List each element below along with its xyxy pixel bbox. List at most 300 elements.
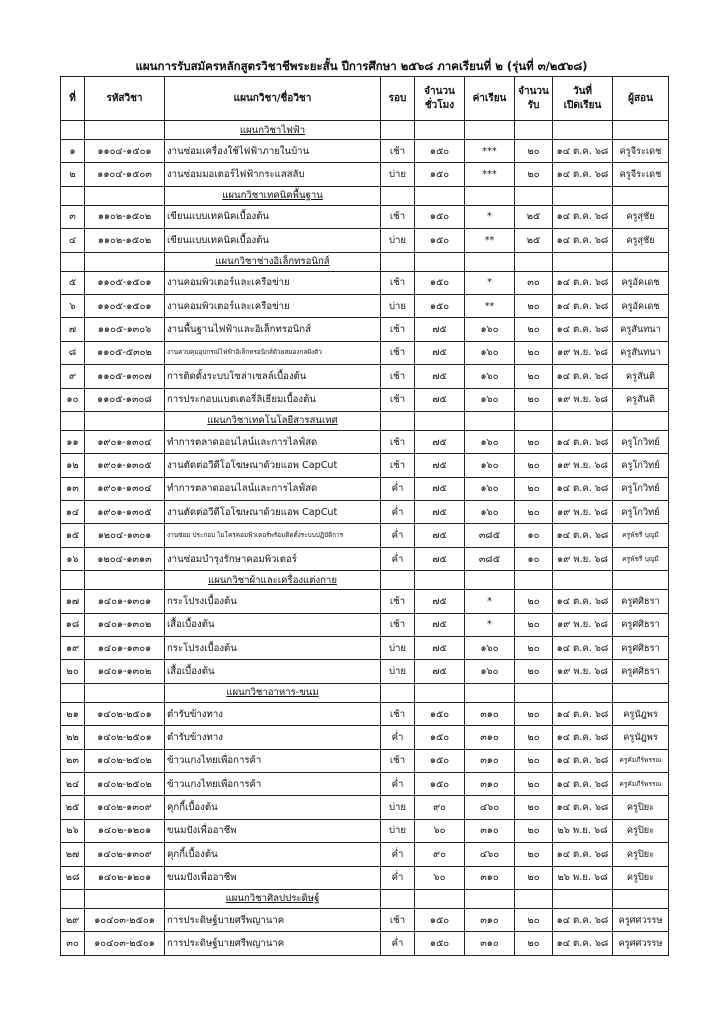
cell-round: ค่ำ: [381, 547, 415, 570]
cell-round: ค่ำ: [381, 477, 415, 500]
cell-no: ๒๒: [61, 726, 85, 749]
cell-code: ๑๔๐๒-๒๕๐๒: [85, 772, 165, 795]
cell-course-name: ทำการตลาดออนไลน์และการไลฟ์สด: [165, 430, 381, 453]
cell-code: ๑๑๐๕-๑๓๐๘: [85, 388, 165, 411]
cell-fee: ๓๑๐: [465, 866, 515, 889]
section-empty-cell: [85, 571, 165, 590]
cell-date: ๑๙ พ.ย. ๖๘: [553, 454, 613, 477]
header-no: ที่: [61, 77, 85, 121]
cell-round: ค่ำ: [381, 726, 415, 749]
section-empty-cell: [415, 889, 465, 908]
table-row: [61, 726, 669, 749]
cell-capacity: ๒๐: [515, 140, 553, 163]
cell-no: ๑๙: [61, 637, 85, 660]
cell-hours: ๗๕: [415, 430, 465, 453]
cell-fee: ๓๑๐: [465, 749, 515, 772]
header-date-line2: เปิดเรียน: [563, 99, 602, 111]
cell-date: ๑๙ พ.ย. ๖๘: [553, 547, 613, 570]
cell-date: ๑๔ ต.ค. ๖๘: [553, 524, 613, 547]
table-row: [61, 365, 669, 388]
cell-round: เช้า: [381, 454, 415, 477]
section-empty-cell: [85, 186, 165, 205]
table-row: [61, 318, 669, 341]
section-empty-cell: [381, 571, 415, 590]
section-empty-cell: [61, 411, 85, 430]
cell-fee: ๑๖๐: [465, 637, 515, 660]
section-empty-cell: [515, 121, 553, 140]
cell-round: บ่าย: [381, 163, 415, 186]
cell-teacher: ครูสันทนา: [613, 318, 669, 341]
cell-teacher: ครูสุชัย: [613, 205, 669, 228]
cell-teacher: ครูศศิธรา: [613, 613, 669, 636]
cell-capacity: ๒๐: [515, 430, 553, 453]
cell-fee: ๑๖๐: [465, 388, 515, 411]
section-header-row: [61, 411, 669, 430]
header-hours-line2: ชั่วโมง: [424, 99, 455, 111]
table-row: [61, 819, 669, 842]
cell-hours: ๑๕๐: [415, 908, 465, 931]
cell-teacher: ครูปิยะ: [613, 866, 669, 889]
cell-date: ๑๔ ต.ค. ๖๘: [553, 932, 613, 955]
section-empty-cell: [85, 121, 165, 140]
cell-fee: ๑๖๐: [465, 660, 515, 683]
cell-course-name: การติดตั้งระบบโซล่าเซลล์เบื้องต้น: [165, 365, 381, 388]
cell-date: ๑๔ ต.ค. ๖๘: [553, 637, 613, 660]
section-empty-cell: [381, 121, 415, 140]
table-row: [61, 341, 669, 364]
table-row: [61, 163, 669, 186]
table-row: [61, 524, 669, 547]
cell-capacity: ๒๐: [515, 702, 553, 725]
section-empty-cell: [415, 571, 465, 590]
cell-hours: ๑๕๐: [415, 271, 465, 294]
cell-code: ๑๑๐๕-๑๓๐๖: [85, 318, 165, 341]
table-row: [61, 271, 669, 294]
cell-fee: ๑๖๐: [465, 430, 515, 453]
cell-teacher: ครูโกวิทย์: [613, 477, 669, 500]
cell-hours: ๗๕: [415, 388, 465, 411]
cell-course-name: ขนมปังเพื่ออาชีพ: [165, 866, 381, 889]
cell-code: ๑๒๐๔-๑๓๐๑: [85, 524, 165, 547]
cell-code: ๑๑๐๕-๑๓๐๗: [85, 365, 165, 388]
section-empty-cell: [465, 889, 515, 908]
cell-fee: ๑๖๐: [465, 365, 515, 388]
cell-course-name: งานพื้นฐานไฟฟ้าและอิเล็กทรอนิกส์: [165, 318, 381, 341]
cell-code: ๑๔๐๒-๑๒๐๑: [85, 819, 165, 842]
cell-round: ค่ำ: [381, 772, 415, 795]
section-empty-cell: [515, 411, 553, 430]
cell-fee: ๑๖๐: [465, 341, 515, 364]
cell-teacher: ครูปิยะ: [613, 819, 669, 842]
cell-hours: ๗๕: [415, 477, 465, 500]
cell-date: ๑๔ ต.ค. ๖๘: [553, 726, 613, 749]
cell-no: ๑๕: [61, 524, 85, 547]
cell-fee: ๑๖๐: [465, 477, 515, 500]
cell-hours: ๗๕: [415, 318, 465, 341]
header-date-line1: วันที่: [572, 85, 593, 97]
cell-round: เช้า: [381, 749, 415, 772]
cell-teacher: ครูนัฎพร: [613, 726, 669, 749]
table-row: [61, 229, 669, 252]
section-name: แผนกวิชาช่างอิเล็กทรอนิกส์: [165, 252, 381, 271]
cell-code: ๑๑๐๒-๑๕๐๒: [85, 205, 165, 228]
cell-round: เช้า: [381, 702, 415, 725]
cell-code: ๑๔๐๑-๑๓๐๑: [85, 637, 165, 660]
cell-capacity: ๒๐: [515, 613, 553, 636]
section-empty-cell: [85, 889, 165, 908]
cell-course-name: การประดิษฐ์บายศรีพญานาค: [165, 908, 381, 931]
cell-course-name: ข้าวแกงไทยเพื่อการค้า: [165, 749, 381, 772]
cell-course-name: เสื้อเบื้องต้น: [165, 613, 381, 636]
cell-course-name: เสื้อเบื้องต้น: [165, 660, 381, 683]
cell-hours: ๗๕: [415, 454, 465, 477]
cell-round: เช้า: [381, 318, 415, 341]
cell-code: ๑๑๐๕-๕๓๐๒: [85, 341, 165, 364]
table-row: [61, 454, 669, 477]
cell-round: เช้า: [381, 613, 415, 636]
section-name: แผนกวิชาผ้าและเครื่องแต่งกาย: [165, 571, 381, 590]
cell-capacity: ๒๐: [515, 294, 553, 317]
cell-no: ๒๔: [61, 772, 85, 795]
cell-date: ๑๔ ต.ค. ๖๘: [553, 140, 613, 163]
cell-date: ๑๔ ต.ค. ๖๘: [553, 205, 613, 228]
section-header-row: [61, 683, 669, 702]
cell-teacher: ครูสันทนา: [613, 341, 669, 364]
cell-code: ๑๑๐๕-๑๕๐๑: [85, 294, 165, 317]
cell-fee: ๑๖๐: [465, 454, 515, 477]
header-name: แผนกวิชา/ชื่อวิชา: [165, 77, 381, 121]
section-header-row: [61, 889, 669, 908]
cell-capacity: ๒๐: [515, 726, 553, 749]
table-row: [61, 388, 669, 411]
cell-course-name: เขียนแบบเทคนิคเบื้องต้น: [165, 229, 381, 252]
cell-round: ค่ำ: [381, 843, 415, 866]
cell-hours: ๗๕: [415, 637, 465, 660]
cell-code: ๑๙๐๑-๑๓๐๕: [85, 501, 165, 524]
cell-date: ๑๔ ต.ค. ๖๘: [553, 271, 613, 294]
section-empty-cell: [515, 683, 553, 702]
section-empty-cell: [61, 186, 85, 205]
cell-no: ๓: [61, 205, 85, 228]
cell-code: ๑๐๔๐๓-๒๕๐๑: [85, 908, 165, 931]
cell-round: บ่าย: [381, 637, 415, 660]
cell-capacity: ๒๐: [515, 318, 553, 341]
cell-course-name: กระโปรงเบื้องต้น: [165, 590, 381, 613]
cell-teacher: ครูพัชรี บุญมี: [613, 524, 669, 547]
section-empty-cell: [85, 252, 165, 271]
cell-code: ๑๑๐๔-๑๕๐๓: [85, 163, 165, 186]
cell-no: ๒๓: [61, 749, 85, 772]
cell-code: ๑๙๐๑-๑๓๐๔: [85, 477, 165, 500]
cell-course-name: การประดิษฐ์บายศรีพญานาค: [165, 932, 381, 955]
cell-code: ๑๔๐๒-๑๓๐๙: [85, 843, 165, 866]
cell-fee: ๓๑๐: [465, 819, 515, 842]
table-row: [61, 140, 669, 163]
cell-hours: ๑๕๐: [415, 205, 465, 228]
cell-course-name: งานซ่อม ประกอบ ไมโครคอมพิวเตอร์พร้อมติดตั้งระบบปฏิบัติการ: [165, 524, 381, 547]
table-row: [61, 637, 669, 660]
cell-course-name: ตำรับข้างทาง: [165, 702, 381, 725]
cell-no: ๒๙: [61, 908, 85, 931]
cell-date: ๑๔ ต.ค. ๖๘: [553, 908, 613, 931]
table-row: [61, 205, 669, 228]
section-empty-cell: [61, 571, 85, 590]
cell-code: ๑๔๐๒-๑๒๐๑: [85, 866, 165, 889]
cell-code: ๑๒๐๔-๑๓๑๓: [85, 547, 165, 570]
cell-date: ๑๔ ต.ค. ๖๘: [553, 318, 613, 341]
cell-date: ๑๔ ต.ค. ๖๘: [553, 163, 613, 186]
cell-hours: ๙๐: [415, 843, 465, 866]
table-body: [61, 121, 669, 956]
table-row: [61, 613, 669, 636]
cell-round: เช้า: [381, 365, 415, 388]
cell-round: ค่ำ: [381, 866, 415, 889]
section-empty-cell: [553, 186, 613, 205]
cell-capacity: ๒๐: [515, 365, 553, 388]
cell-round: บ่าย: [381, 796, 415, 819]
section-empty-cell: [515, 571, 553, 590]
table-row: [61, 477, 669, 500]
cell-code: ๑๑๐๒-๑๕๐๒: [85, 229, 165, 252]
cell-no: ๑๖: [61, 547, 85, 570]
cell-hours: ๑๕๐: [415, 163, 465, 186]
cell-teacher: ครูโกวิทย์: [613, 454, 669, 477]
cell-teacher: ครูโกวิทย์: [613, 501, 669, 524]
cell-no: ๑๑: [61, 430, 85, 453]
header-capacity-line1: จำนวน: [518, 85, 549, 97]
section-name: แผนกวิชาเทคโนโลยีสารสนเทศ: [165, 411, 381, 430]
cell-round: บ่าย: [381, 819, 415, 842]
cell-hours: ๑๕๐: [415, 140, 465, 163]
cell-date: ๑๔ ต.ค. ๖๘: [553, 365, 613, 388]
cell-fee: *: [465, 205, 515, 228]
cell-no: ๑๒: [61, 454, 85, 477]
section-empty-cell: [613, 889, 669, 908]
section-empty-cell: [85, 411, 165, 430]
section-name: แผนกวิชาศิลปประดิษฐ์: [165, 889, 381, 908]
cell-hours: ๑๕๐: [415, 229, 465, 252]
cell-course-name: งานคอมพิวเตอร์และเครือข่าย: [165, 271, 381, 294]
header-round: รอบ: [381, 77, 415, 121]
header-fee: ค่าเรียน: [465, 77, 515, 121]
cell-teacher: ครูศศวรรษ: [613, 908, 669, 931]
section-empty-cell: [465, 411, 515, 430]
section-empty-cell: [553, 571, 613, 590]
cell-round: บ่าย: [381, 229, 415, 252]
section-empty-cell: [61, 683, 85, 702]
cell-round: บ่าย: [381, 660, 415, 683]
table-row: [61, 749, 669, 772]
cell-capacity: ๒๐: [515, 501, 553, 524]
cell-capacity: ๓๐: [515, 271, 553, 294]
header-date: [553, 77, 613, 121]
section-empty-cell: [613, 186, 669, 205]
cell-fee: *: [465, 590, 515, 613]
cell-course-name: ตำรับข้างทาง: [165, 726, 381, 749]
cell-fee: ๑๖๐: [465, 501, 515, 524]
cell-no: ๓๐: [61, 932, 85, 955]
cell-round: เช้า: [381, 271, 415, 294]
cell-round: เช้า: [381, 140, 415, 163]
cell-hours: ๙๐: [415, 796, 465, 819]
cell-no: ๑๐: [61, 388, 85, 411]
section-empty-cell: [613, 411, 669, 430]
header-teacher: ผู้สอน: [613, 77, 669, 121]
header-capacity-line2: รับ: [527, 99, 540, 111]
section-empty-cell: [553, 121, 613, 140]
cell-no: ๔: [61, 229, 85, 252]
section-empty-cell: [465, 186, 515, 205]
section-empty-cell: [515, 252, 553, 271]
cell-no: ๘: [61, 341, 85, 364]
cell-code: ๑๔๐๒-๒๕๐๑: [85, 702, 165, 725]
section-header-row: [61, 121, 669, 140]
cell-teacher: ครูคัมภีร์พรรณ: [613, 749, 669, 772]
cell-capacity: ๑๐: [515, 524, 553, 547]
cell-no: ๖: [61, 294, 85, 317]
cell-fee: ๓๘๕: [465, 524, 515, 547]
cell-capacity: ๒๐: [515, 866, 553, 889]
cell-teacher: ครูนัฎพร: [613, 702, 669, 725]
cell-fee: ๔๖๐: [465, 843, 515, 866]
table-row: [61, 590, 669, 613]
section-empty-cell: [613, 571, 669, 590]
cell-capacity: ๒๐: [515, 819, 553, 842]
section-empty-cell: [415, 186, 465, 205]
cell-no: ๑๔: [61, 501, 85, 524]
cell-capacity: ๒๐: [515, 341, 553, 364]
table-row: [61, 843, 669, 866]
cell-teacher: ครูปิยะ: [613, 843, 669, 866]
cell-fee: ๑๖๐: [465, 318, 515, 341]
section-empty-cell: [381, 889, 415, 908]
section-empty-cell: [381, 186, 415, 205]
cell-code: ๑๔๐๑-๑๓๐๒: [85, 613, 165, 636]
cell-capacity: ๒๐: [515, 590, 553, 613]
cell-date: ๑๙ พ.ย. ๖๘: [553, 341, 613, 364]
table-row: [61, 294, 669, 317]
section-empty-cell: [613, 252, 669, 271]
cell-teacher: ครูโกวิทย์: [613, 430, 669, 453]
section-empty-cell: [553, 411, 613, 430]
cell-fee: ๓๑๐: [465, 772, 515, 795]
cell-round: เช้า: [381, 388, 415, 411]
section-empty-cell: [381, 252, 415, 271]
cell-no: ๑: [61, 140, 85, 163]
cell-no: ๒๘: [61, 866, 85, 889]
cell-course-name: ทำการตลาดออนไลน์และการไลฟ์สด: [165, 477, 381, 500]
cell-fee: *: [465, 271, 515, 294]
cell-teacher: ครูจีระเดช: [613, 163, 669, 186]
cell-no: ๒๐: [61, 660, 85, 683]
cell-round: เช้า: [381, 341, 415, 364]
cell-course-name: คุกกี้เบื้องต้น: [165, 796, 381, 819]
section-empty-cell: [553, 683, 613, 702]
table-row: [61, 772, 669, 795]
cell-fee: ๓๘๕: [465, 547, 515, 570]
section-name: แผนกวิชาอาหาร-ขนม: [165, 683, 381, 702]
cell-teacher: ครูศศิธรา: [613, 637, 669, 660]
table-row: [61, 660, 669, 683]
cell-course-name: งานซ่อมบำรุงรักษาคอมพิวเตอร์: [165, 547, 381, 570]
cell-hours: ๗๕: [415, 341, 465, 364]
cell-capacity: ๒๐: [515, 388, 553, 411]
cell-hours: ๗๕: [415, 524, 465, 547]
cell-hours: ๑๕๐: [415, 749, 465, 772]
cell-teacher: ครูจีระเดช: [613, 140, 669, 163]
cell-fee: **: [465, 229, 515, 252]
cell-course-name: งานซ่อมมอเตอร์ไฟฟ้ากระแสสลับ: [165, 163, 381, 186]
cell-no: ๕: [61, 271, 85, 294]
cell-teacher: ครูพัชรี บุญมี: [613, 547, 669, 570]
cell-no: ๒๖: [61, 819, 85, 842]
cell-teacher: ครูปิยะ: [613, 796, 669, 819]
header-hours: [415, 77, 465, 121]
cell-date: ๑๔ ต.ค. ๖๘: [553, 477, 613, 500]
cell-round: ค่ำ: [381, 501, 415, 524]
header-code: รหัสวิชา: [85, 77, 165, 121]
table-row: [61, 547, 669, 570]
cell-no: ๑๗: [61, 590, 85, 613]
section-empty-cell: [613, 683, 669, 702]
section-name: แผนกวิชาไฟฟ้า: [165, 121, 381, 140]
cell-no: ๗: [61, 318, 85, 341]
cell-round: เช้า: [381, 430, 415, 453]
section-empty-cell: [415, 252, 465, 271]
cell-course-name: ข้าวแกงไทยเพื่อการค้า: [165, 772, 381, 795]
cell-hours: ๗๕: [415, 547, 465, 570]
cell-code: ๑๔๐๒-๒๕๐๒: [85, 749, 165, 772]
cell-teacher: ครูคัมภีร์พรรณ: [613, 772, 669, 795]
cell-no: ๙: [61, 365, 85, 388]
section-empty-cell: [415, 411, 465, 430]
cell-teacher: ครูศศิธรา: [613, 590, 669, 613]
cell-fee: ๔๖๐: [465, 796, 515, 819]
cell-no: ๒๕: [61, 796, 85, 819]
cell-code: ๑๔๐๒-๑๓๐๙: [85, 796, 165, 819]
section-empty-cell: [61, 121, 85, 140]
cell-capacity: ๒๐: [515, 749, 553, 772]
cell-course-name: ขนมปังเพื่ออาชีพ: [165, 819, 381, 842]
section-empty-cell: [61, 889, 85, 908]
cell-date: ๑๙ พ.ย. ๖๘: [553, 660, 613, 683]
cell-hours: ๗๕: [415, 660, 465, 683]
section-empty-cell: [381, 411, 415, 430]
cell-hours: ๗๕: [415, 501, 465, 524]
section-header-row: [61, 252, 669, 271]
cell-capacity: ๒๐: [515, 843, 553, 866]
cell-hours: ๑๕๐: [415, 702, 465, 725]
section-empty-cell: [613, 121, 669, 140]
cell-course-name: งานควบคุมอุปกรณ์ไฟฟ้าอิเล็กทรอนิกส์ด้วยสมองกลฝังตัว: [165, 341, 381, 364]
cell-capacity: ๒๐: [515, 163, 553, 186]
cell-code: ๑๔๐๒-๒๕๐๑: [85, 726, 165, 749]
cell-no: ๑๘: [61, 613, 85, 636]
cell-code: ๑๑๐๕-๑๕๐๑: [85, 271, 165, 294]
cell-capacity: ๒๐: [515, 660, 553, 683]
cell-date: ๑๔ ต.ค. ๖๘: [553, 294, 613, 317]
cell-capacity: ๑๐: [515, 547, 553, 570]
cell-capacity: ๒๕: [515, 229, 553, 252]
cell-capacity: ๒๐: [515, 477, 553, 500]
cell-date: ๒๖ พ.ย. ๖๘: [553, 819, 613, 842]
table-row: [61, 501, 669, 524]
section-header-row: [61, 186, 669, 205]
cell-teacher: ครูศศิธรา: [613, 660, 669, 683]
header-hours-line1: จำนวน: [424, 85, 455, 97]
table-row: [61, 932, 669, 955]
cell-teacher: ครูสุชัย: [613, 229, 669, 252]
